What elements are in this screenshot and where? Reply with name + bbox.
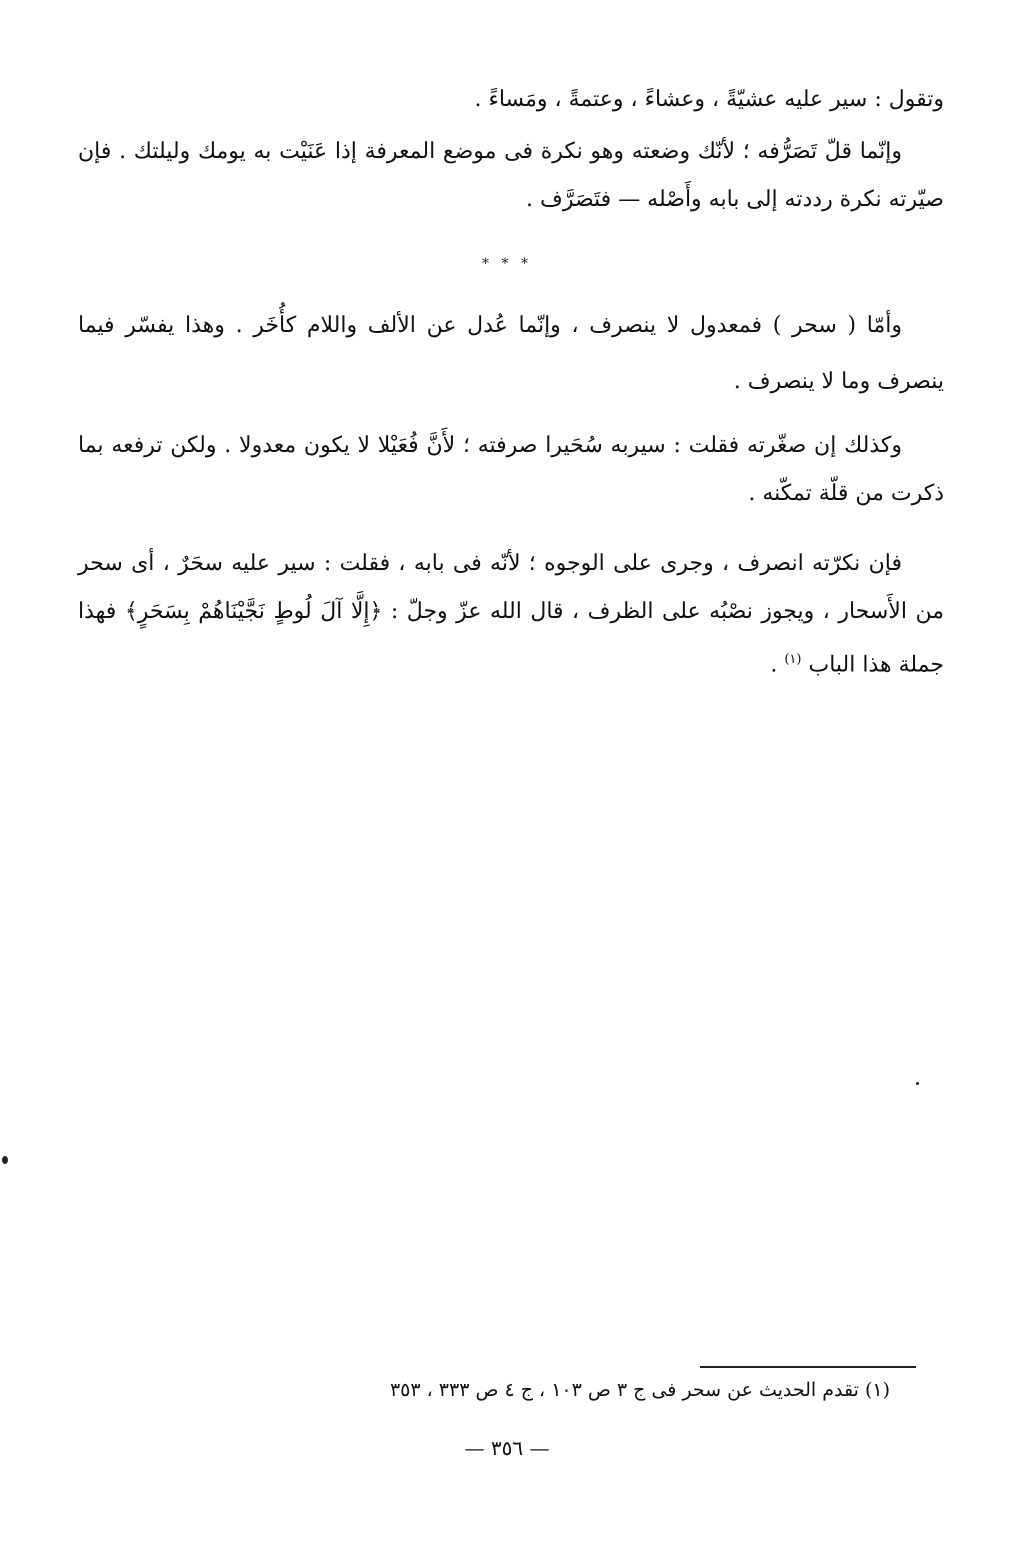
- paragraph-5-text: فإن نكرّته انصرف ، وجرى على الوجوه ؛ لأنّه فى بابه ، فقلت : سير عليه سحَرٌ ، أى سحر من الأَسحار ، ويجوز نصْبُه على الظرف ، قال الله عزّ وجلّ : ﴿إِلَّا آلَ لُوطٍ نَجَّيْنَاهُمْ بِسَحَرٍ﴾ فهذا جملة هذا الباب: [78, 551, 944, 678]
- paragraph-4: وكذلك إن صغّرته فقلت : سيربه سُحَيرا صرفته ؛ لأَنَّ فُعَيْلا لا يكون معدولا . ولكن ترفعه بما ذكرت من قلّة تمكّنه .: [78, 433, 944, 506]
- paragraph-2: وإنّما قلّ تَصَرُّفه ؛ لأنّك وضعته وهو نكرة فى موضع المعرفة إذا عَنَيْت به يومك وليلتك . فإن صيّرته نكرة رددته إلى بابه وأَصْله — فتَصَرَّف .: [78, 139, 944, 212]
- scan-speck: [916, 1082, 919, 1085]
- paragraph-5: [78, 540, 944, 689]
- paragraph-3: وأمّا ( سحر ) فمعدول لا ينصرف ، وإنّما عُدل عن الألف واللام كأُخَر . وهذا يفسّر فيما ينصرف وما لا ينصرف .: [78, 313, 944, 394]
- section-break: * * *: [482, 256, 532, 272]
- footnote-text: تقدم الحديث عن سحر فى ج ٣ ص ١٠٣ ، ج ٤ ص ٣٣٣ ، ٣٥٣: [389, 1379, 859, 1401]
- scan-speck: [2, 1156, 8, 1164]
- paragraph-1: وتقول : سير عليه عشيّةً ، وعشاءً ، وعتمةً ، ومَساءً .: [474, 87, 944, 112]
- footnote: [150, 1372, 890, 1408]
- page-number: — ٣٥٦ —: [464, 1436, 550, 1460]
- footnote-reference: (١): [784, 652, 802, 667]
- footnote-marker: (١): [864, 1379, 890, 1401]
- paragraph-5-period: .: [770, 652, 778, 678]
- footnote-divider: [700, 1366, 916, 1368]
